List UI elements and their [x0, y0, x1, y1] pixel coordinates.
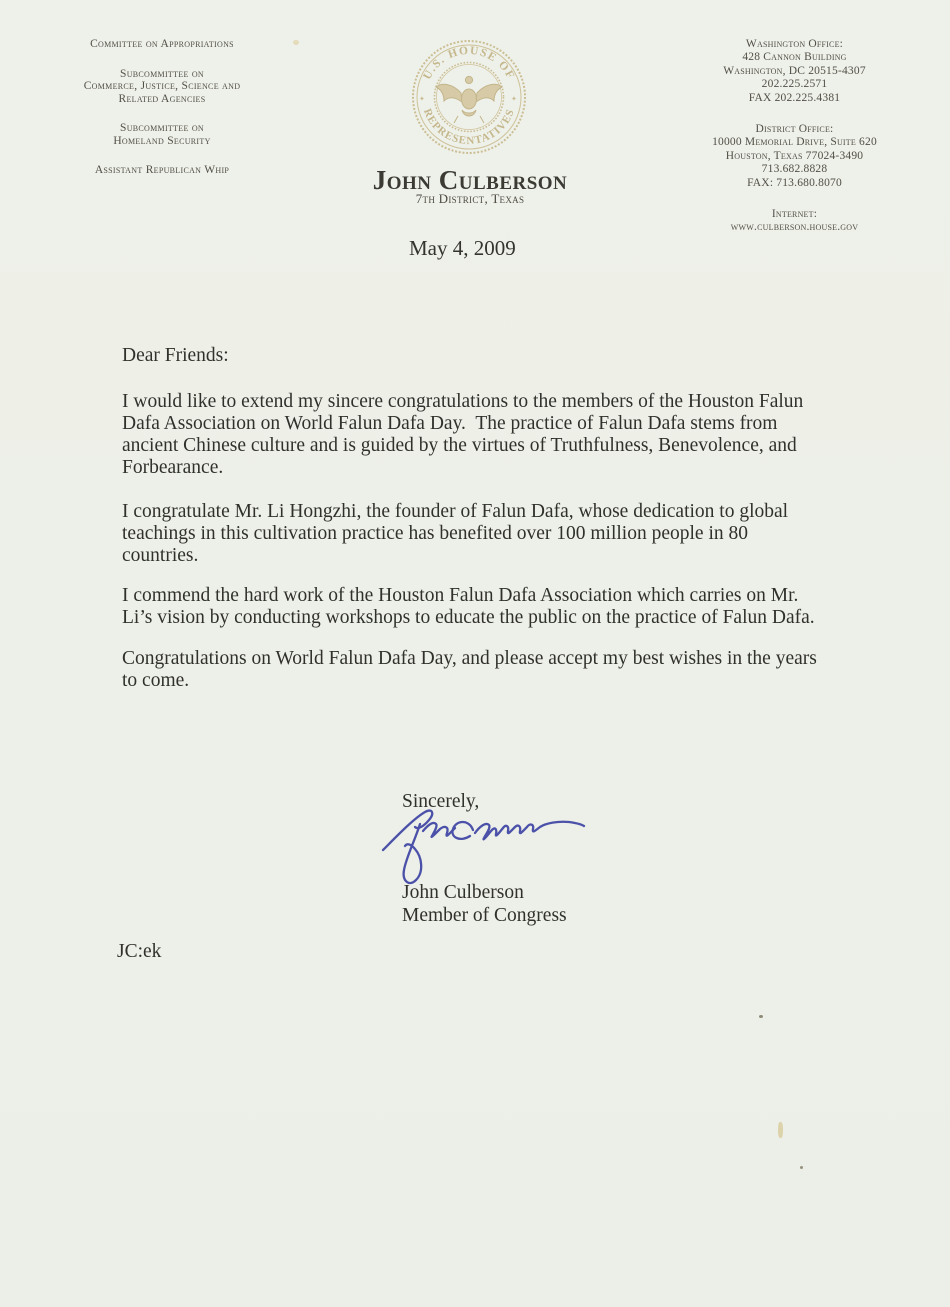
committee-line: Commerce, Justice, Science and: [83, 80, 241, 92]
typed-signature-title: Member of Congress: [402, 904, 567, 926]
paragraph-line: countries.: [122, 545, 199, 566]
member-district: 7th District, Texas: [415, 191, 525, 206]
paragraph-line: Forbearance.: [122, 457, 224, 478]
paragraph-line: I commend the hard work of the Houston Falun Dafa Association which carries on Mr.: [122, 585, 799, 606]
letterhead-offices: [652, 38, 937, 253]
member-name: John Culberson: [372, 165, 568, 195]
paragraph: [122, 501, 788, 567]
paper-speck: [778, 1122, 783, 1138]
signature-block: [402, 882, 567, 927]
office-line: FAX 202.225.4381: [748, 91, 841, 104]
committee-group: [52, 38, 272, 51]
letterhead-committees: [52, 38, 272, 194]
paragraph: [122, 391, 803, 479]
office-line: Houston, Texas 77024-3490: [725, 149, 864, 162]
paragraph-line: Congratulations on World Falun Dafa Day, and please accept my best wishes in the years: [122, 648, 817, 669]
committee-line: Committee on Appropriations: [90, 38, 234, 50]
salutation: Dear Friends:: [122, 345, 229, 366]
subcommittee-group: [52, 122, 272, 147]
seal-star-right: ✦: [511, 95, 517, 103]
whip-title-group: [52, 164, 272, 177]
office-line: 713.682.8828: [761, 163, 828, 176]
committee-line: Assistant Republican Whip: [94, 164, 230, 176]
paper-speck: [800, 1166, 803, 1169]
closing: Sincerely,: [402, 791, 480, 812]
letter-date: May 4, 2009: [409, 236, 516, 260]
us-house-of-representatives-seal-icon: [409, 37, 529, 157]
seal-eagle-icon: [436, 76, 502, 123]
paragraph-line: I congratulate Mr. Li Hongzhi, the founder of Falun Dafa, whose dedication to global: [122, 501, 789, 522]
office-line: 10000 Memorial Drive, Suite 620: [712, 136, 877, 149]
committee-line: Homeland Security: [113, 134, 211, 147]
website-url: www.culberson.house.gov: [730, 221, 859, 234]
subcommittee-group: [52, 68, 272, 106]
seal-bottom-text: REPRESENTATIVES: [420, 107, 518, 148]
paper-speck: [293, 40, 299, 45]
office-line: FAX: 713.680.8070: [747, 176, 842, 189]
internet-group: [652, 208, 937, 235]
seal-top-text: U.S. HOUSE OF: [421, 44, 517, 82]
office-line: Washington Office:: [745, 38, 844, 50]
washington-office-group: [652, 38, 937, 105]
committee-line: Subcommittee on: [120, 67, 204, 80]
paragraph: [122, 585, 815, 629]
committee-line: Related Agencies: [118, 92, 206, 105]
paragraph-line: Dafa Association on World Falun Dafa Day. The practice of Falun Dafa stems from: [122, 413, 778, 434]
committee-line: Subcommittee on: [120, 122, 204, 134]
paragraph-line: ancient Chinese culture and is guided by the virtues of Truthfulness, Benevolence, and: [122, 435, 797, 456]
district-office-group: [652, 123, 937, 190]
office-line: 428 Cannon Building: [742, 51, 847, 64]
paragraph-line: teachings in this cultivation practice has benefited over 100 million people in 80: [122, 523, 748, 544]
paper-speck: [759, 1015, 763, 1018]
typed-signature-name: John Culberson: [402, 882, 524, 903]
paragraph-line: to come.: [122, 670, 190, 691]
office-line: Washington, DC 20515-4307: [723, 64, 866, 77]
office-line: Internet:: [771, 208, 818, 221]
paragraph: [122, 648, 817, 692]
reference-initials: JC:ek: [117, 941, 162, 962]
paragraph-line: Li’s vision by conducting workshops to educate the public on the practice of Falun Dafa.: [122, 607, 815, 628]
office-line: 202.225.2571: [761, 78, 828, 91]
paragraph-line: I would like to extend my sincere congratulations to the members of the Houston Falun: [122, 391, 804, 412]
seal-star-left: ✦: [419, 95, 425, 103]
office-line: District Office:: [755, 123, 834, 136]
